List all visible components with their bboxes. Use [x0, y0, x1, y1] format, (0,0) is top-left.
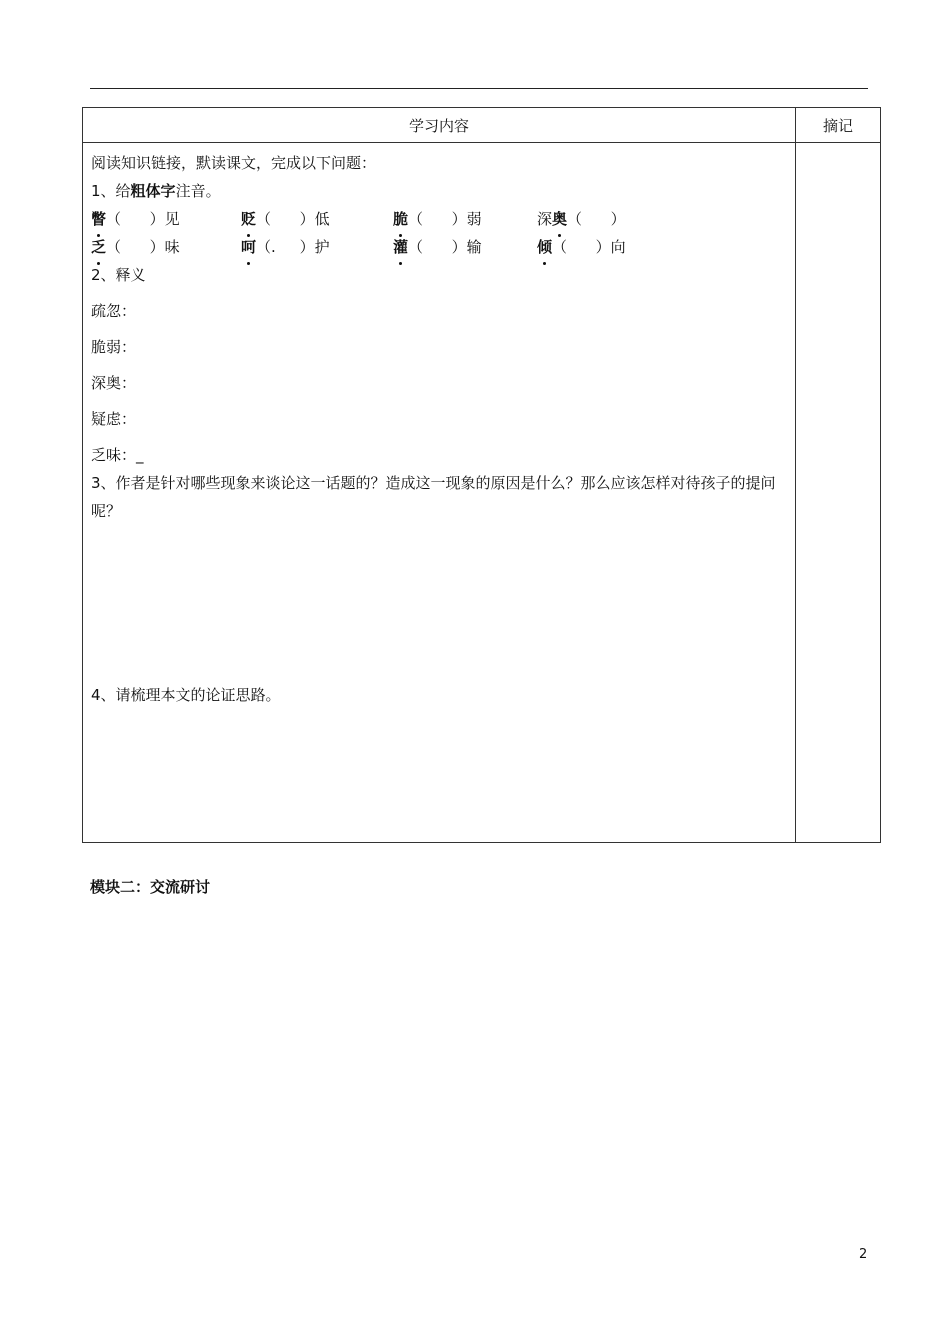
- pinyin-item: 呵（. ）护: [241, 233, 393, 261]
- content-cell: [83, 143, 796, 843]
- definition-term: 脆弱：: [91, 338, 137, 356]
- notes-cell: [796, 143, 881, 843]
- definition-term: 疏忽：: [91, 302, 137, 320]
- q1-title: 1、给粗体字注音。: [91, 182, 221, 200]
- pinyin-item: 贬（ ）低: [241, 205, 393, 233]
- intro-text: 阅读知识链接，默读课文，完成以下问题：: [91, 154, 377, 172]
- header-content: 学习内容: [83, 108, 796, 143]
- module-title: 模块二：交流研讨: [90, 878, 211, 896]
- page-number: 2: [859, 1247, 868, 1262]
- q4-text: 4、请梳理本文的论证思路。: [91, 686, 281, 704]
- pinyin-item: 瞥（ ）见: [91, 205, 241, 233]
- q2-title: 2、释义: [91, 266, 146, 284]
- definition-term: 深奥：: [91, 374, 137, 392]
- top-rule: [90, 88, 868, 89]
- pinyin-item: 乏（ ）味: [91, 233, 241, 261]
- pinyin-row-2: [91, 233, 787, 261]
- definition-term: 乏味：_: [91, 446, 144, 464]
- header-notes: 摘记: [796, 108, 881, 143]
- worksheet-table: [82, 107, 881, 843]
- pinyin-item: 深奥（ ）: [537, 205, 626, 233]
- pinyin-item: 倾（ ）向: [537, 233, 626, 261]
- definition-term: 疑虑：: [91, 410, 137, 428]
- q3-text: 3、作者是针对哪些现象来谈论这一话题的？造成这一现象的原因是什么？那么应该怎样对待孩子的提问呢？: [91, 474, 776, 520]
- pinyin-item: 灌（ ）输: [393, 233, 537, 261]
- q3-answer-space: [91, 525, 787, 681]
- pinyin-item: 脆（ ）弱: [393, 205, 537, 233]
- pinyin-row-1: [91, 205, 787, 233]
